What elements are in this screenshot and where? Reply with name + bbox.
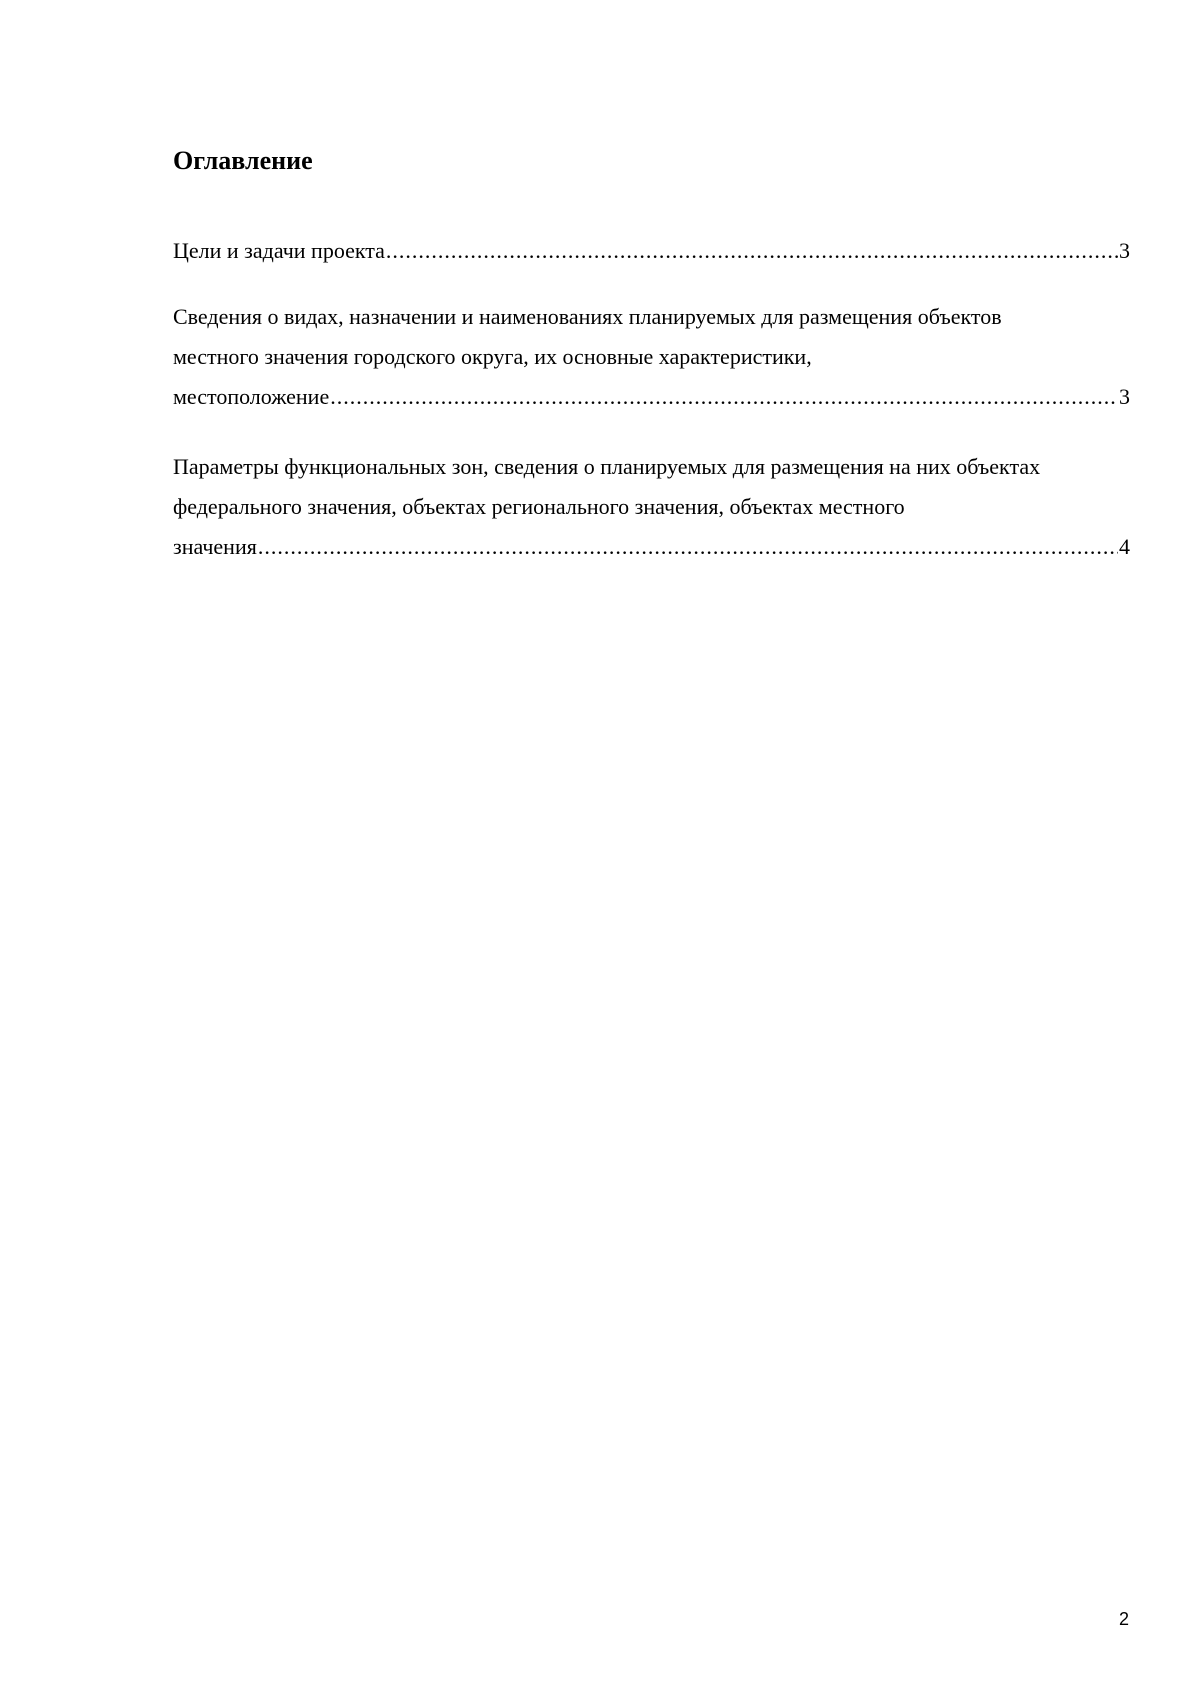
toc-entry-functional-zones[interactable]	[173, 447, 1130, 567]
toc-entry-text: Сведения о видах, назначении и наименованиях планируемых для размещения объектов	[173, 304, 1002, 329]
toc-entry-text: значения	[173, 534, 257, 559]
toc-entry-goals[interactable]	[173, 231, 1130, 271]
toc-page-number: 3	[1119, 384, 1130, 409]
toc-entry-text: Цели и задачи проекта	[173, 238, 385, 263]
toc-entry-text: местоположение	[173, 384, 330, 409]
page-number: 2	[1118, 1609, 1129, 1629]
toc-entry-text: местного значения городского округа, их основные характеристики,	[173, 344, 812, 369]
dot-leader	[386, 231, 1118, 271]
toc-page-number: 3	[1119, 238, 1130, 263]
toc-entry-local-objects[interactable]	[173, 297, 1130, 417]
toc-entry-line	[173, 231, 1130, 271]
toc-entry-text: Параметры функциональных зон, сведения о планируемых для размещения на них объектах	[173, 454, 1041, 479]
dot-leader	[330, 377, 1118, 417]
toc-entry-text: федерального значения, объектах регионального значения, объектах местного	[173, 494, 905, 519]
dot-leader	[258, 527, 1118, 567]
toc-entry-line	[173, 377, 1130, 417]
toc-title: Оглавление	[173, 146, 313, 175]
toc-entry-line	[173, 527, 1130, 567]
toc-page-number: 4	[1119, 534, 1130, 559]
